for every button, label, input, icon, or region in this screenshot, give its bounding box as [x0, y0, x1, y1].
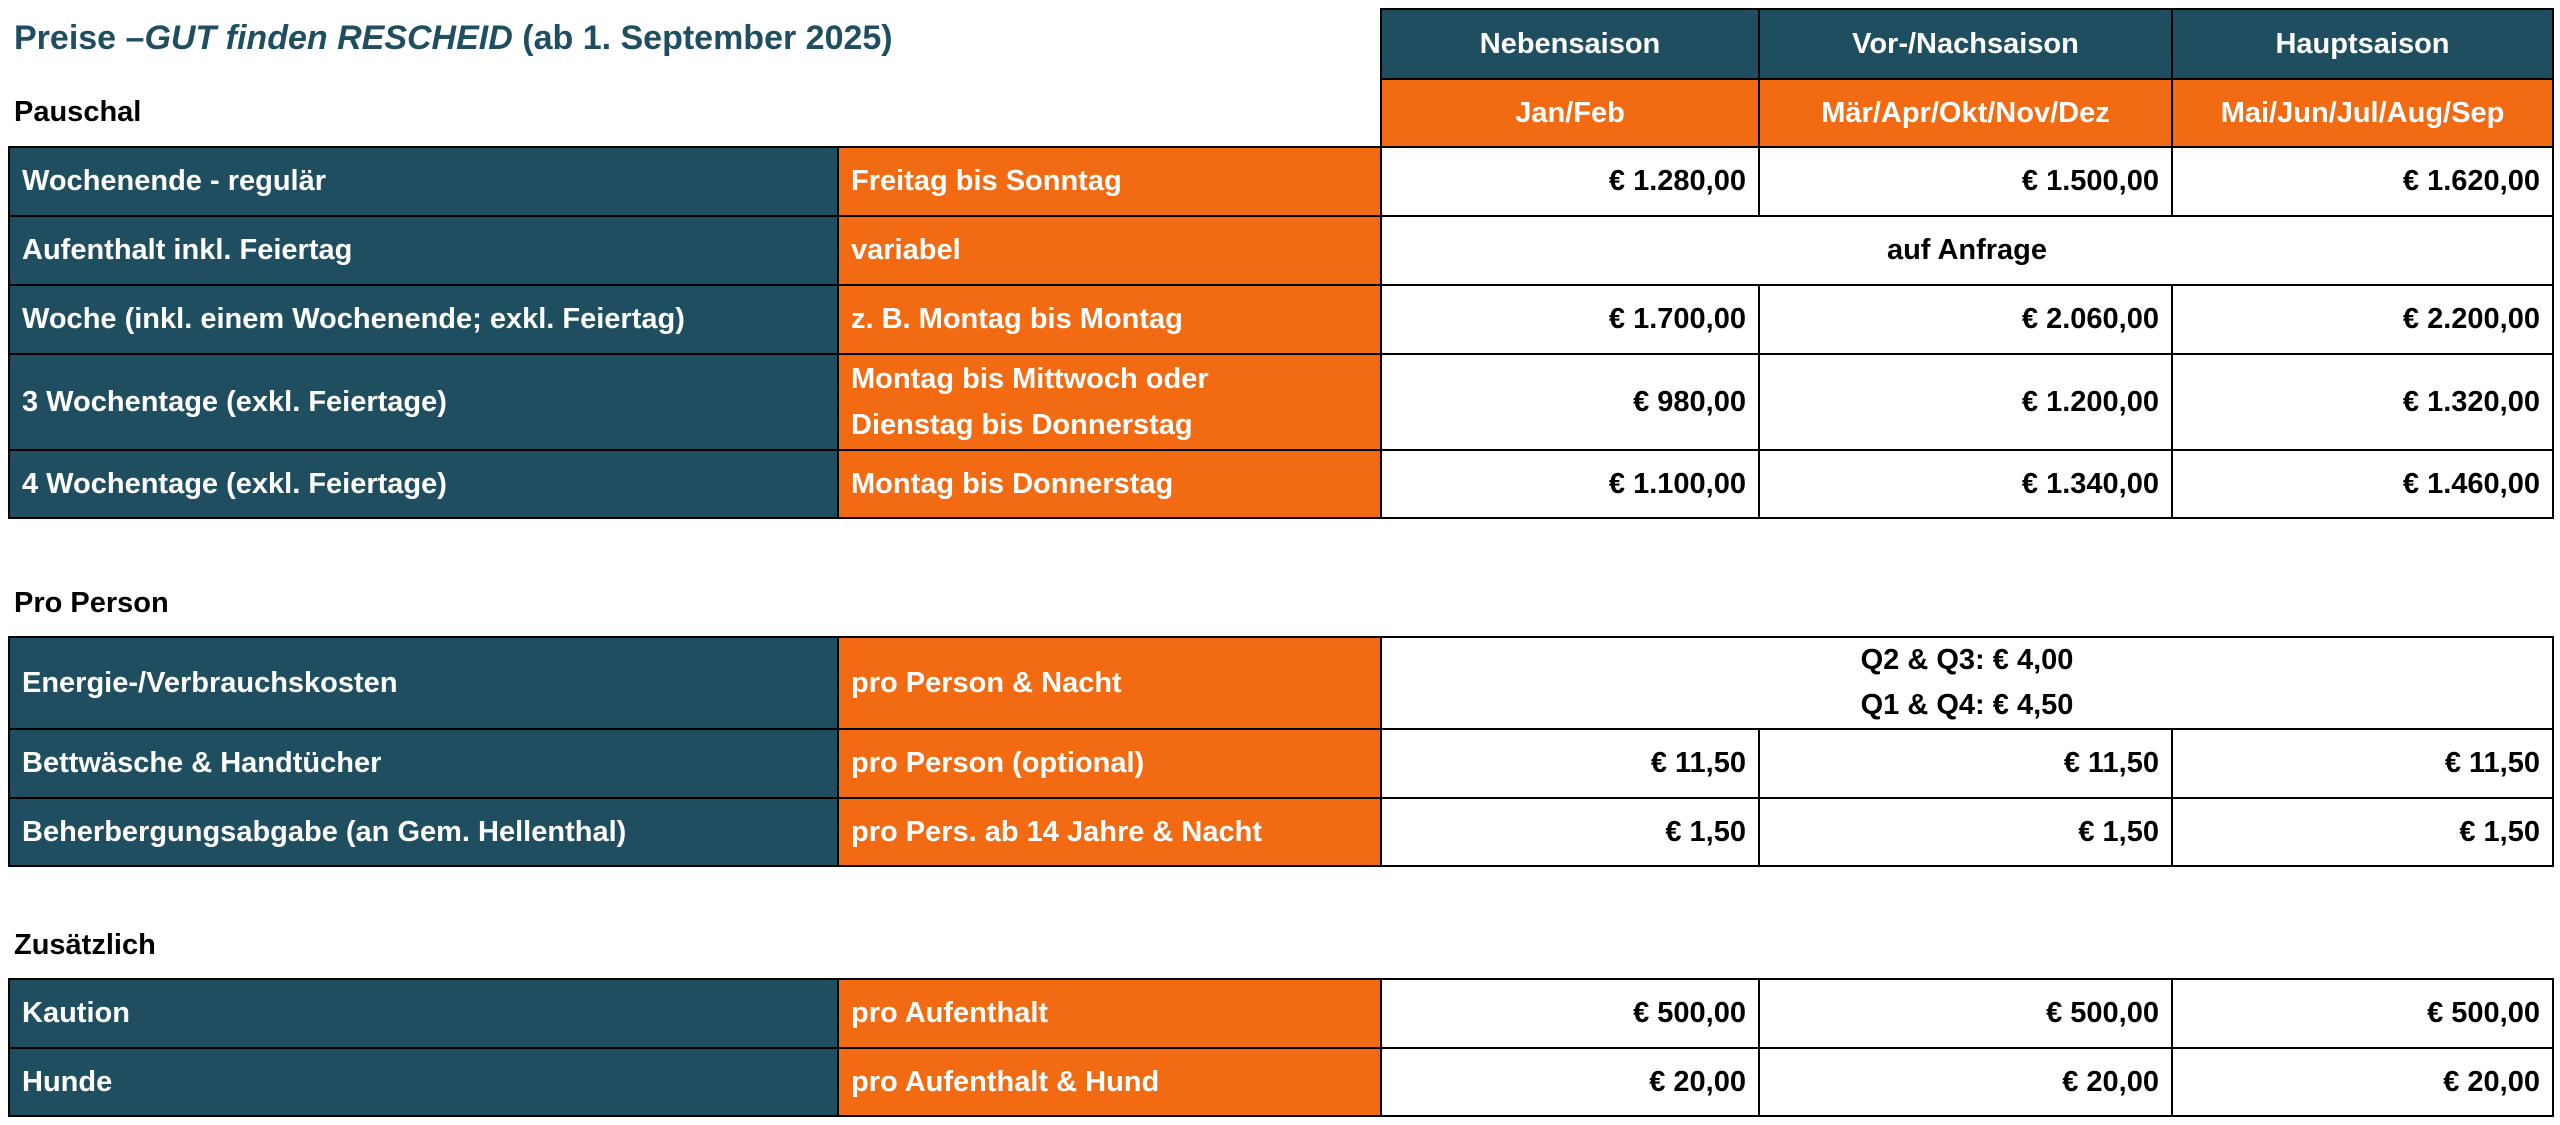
price-cell: € 11,50	[1381, 729, 1759, 798]
pro-person-table	[8, 636, 2554, 867]
row-label: Bettwäsche & Handtücher	[9, 729, 838, 798]
season-name-vornachsaison: Vor-/Nachsaison	[1759, 9, 2172, 79]
price-cell: € 1.320,00	[2172, 354, 2553, 450]
row-period: pro Person & Nacht	[838, 637, 1381, 729]
row-label: 3 Wochentage (exkl. Feiertage)	[9, 354, 838, 450]
row-label: Wochenende - regulär	[9, 147, 838, 216]
section-label-zusaetzlich: Zusätzlich	[14, 928, 156, 961]
row-label: 4 Wochentage (exkl. Feiertage)	[9, 450, 838, 518]
price-cell: € 980,00	[1381, 354, 1759, 450]
row-label: Beherbergungsabgabe (an Gem. Hellenthal)	[9, 798, 838, 866]
table-row	[9, 216, 2553, 285]
table-row	[9, 729, 2553, 798]
price-cell: € 500,00	[1759, 979, 2172, 1048]
row-label: Energie-/Verbrauchskosten	[9, 637, 838, 729]
pauschal-table	[8, 146, 2554, 519]
row-period	[838, 354, 1381, 450]
table-row	[9, 798, 2553, 866]
table-row	[9, 637, 2553, 729]
row-label: Hunde	[9, 1048, 838, 1116]
row-label: Woche (inkl. einem Wochenende; exkl. Feiertag)	[9, 285, 838, 354]
row-label: Kaution	[9, 979, 838, 1048]
row-period: pro Person (optional)	[838, 729, 1381, 798]
season-months-nebensaison: Jan/Feb	[1381, 79, 1759, 147]
row-period: pro Aufenthalt	[838, 979, 1381, 1048]
row-period: Montag bis Donnerstag	[838, 450, 1381, 518]
price-cell: € 1.620,00	[2172, 147, 2553, 216]
row-period-line2: Dienstag bis Donnerstag	[851, 409, 1193, 441]
price-cell: € 500,00	[1381, 979, 1759, 1048]
page-title	[14, 14, 893, 62]
price-cell: € 1.340,00	[1759, 450, 2172, 518]
price-cell: € 1.460,00	[2172, 450, 2553, 518]
title-suffix: (ab 1. September 2025)	[512, 18, 893, 57]
row-label: Aufenthalt inkl. Feiertag	[9, 216, 838, 285]
row-period: pro Aufenthalt & Hund	[838, 1048, 1381, 1116]
row-period: Freitag bis Sonntag	[838, 147, 1381, 216]
title-prefix: Preise –	[14, 18, 145, 57]
price-cell: € 1.200,00	[1759, 354, 2172, 450]
price-cell: € 1.500,00	[1759, 147, 2172, 216]
row-period-line1: Montag bis Mittwoch oder	[851, 362, 1209, 395]
price-cell: € 1.280,00	[1381, 147, 1759, 216]
table-row	[9, 354, 2553, 450]
price-cell: € 20,00	[1759, 1048, 2172, 1116]
zusaetzlich-table	[8, 978, 2554, 1117]
row-period: z. B. Montag bis Montag	[838, 285, 1381, 354]
price-cell: € 2.200,00	[2172, 285, 2553, 354]
table-row	[9, 285, 2553, 354]
price-cell: € 1.700,00	[1381, 285, 1759, 354]
price-cell: € 1,50	[2172, 798, 2553, 866]
section-label-pauschal: Pauschal	[14, 95, 142, 128]
price-cell: € 11,50	[2172, 729, 2553, 798]
row-period: pro Pers. ab 14 Jahre & Nacht	[838, 798, 1381, 866]
table-row	[9, 147, 2553, 216]
price-cell: € 11,50	[1759, 729, 2172, 798]
table-row	[9, 1048, 2553, 1116]
energy-cost-q1q4: Q1 & Q4: € 4,50	[1860, 688, 2074, 721]
price-cell: € 1,50	[1381, 798, 1759, 866]
on-request-cell: auf Anfrage	[1381, 216, 2553, 285]
title-brand: GUT finden RESCHEID	[144, 18, 513, 57]
price-cell: € 500,00	[2172, 979, 2553, 1048]
table-row	[9, 979, 2553, 1048]
season-months-vornachsaison: Mär/Apr/Okt/Nov/Dez	[1759, 79, 2172, 147]
price-cell: € 2.060,00	[1759, 285, 2172, 354]
price-cell: € 20,00	[1381, 1048, 1759, 1116]
price-cell: € 1.100,00	[1381, 450, 1759, 518]
season-name-nebensaison: Nebensaison	[1381, 9, 1759, 79]
section-label-pro-person: Pro Person	[14, 586, 169, 619]
season-header	[1380, 8, 2554, 148]
table-row	[9, 450, 2553, 518]
row-period: variabel	[838, 216, 1381, 285]
energy-cost-cell	[1381, 637, 2553, 729]
price-cell: € 20,00	[2172, 1048, 2553, 1116]
season-name-hauptsaison: Hauptsaison	[2172, 9, 2553, 79]
price-cell: € 1,50	[1759, 798, 2172, 866]
season-months-hauptsaison: Mai/Jun/Jul/Aug/Sep	[2172, 79, 2553, 147]
energy-cost-q2q3: Q2 & Q3: € 4,00	[1860, 644, 2074, 676]
